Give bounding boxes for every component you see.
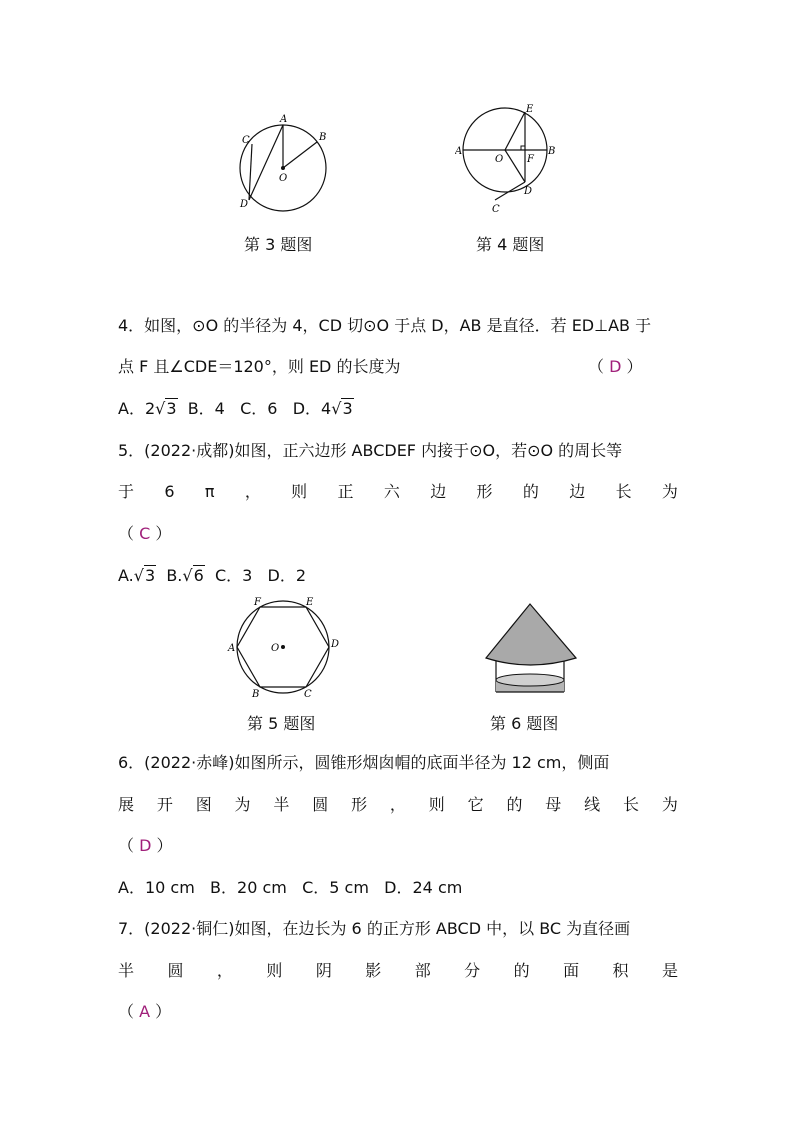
- fig5-label-d: D: [331, 639, 340, 650]
- figure-4-diagram: [455, 100, 565, 220]
- q6-answer-bracket: （ D ）: [118, 836, 173, 855]
- q7-line-2: 半 圆 ， 则 阴 影 部 分 的 面 积 是: [118, 961, 678, 980]
- fig5-label-e: E: [306, 597, 314, 608]
- fig4-label-a: A: [455, 146, 463, 157]
- sqrt-symbol: √3: [331, 399, 353, 418]
- figure-5-diagram: [225, 595, 345, 705]
- fig4-label-c: C: [492, 204, 500, 215]
- figure-3-diagram: [230, 110, 340, 220]
- q5-line-2: 于 6 π ， 则 正 六 边 形 的 边 长 为: [118, 482, 678, 501]
- q5-line-1: 5．(2022·成都)如图，正六边形 ABCDEF 内接于⊙O，若⊙O 的周长等: [118, 441, 623, 460]
- figure-3-caption: 第 3 题图: [244, 235, 313, 254]
- fig5-label-f: F: [254, 597, 261, 608]
- q6-options: A．10 cm B．20 cm C．5 cm D．24 cm: [118, 878, 463, 897]
- fig4-label-e: E: [526, 104, 534, 115]
- q5-options: A.√3 B.√6 C．3 D．2: [118, 566, 307, 585]
- sqrt-symbol: √3: [155, 399, 177, 418]
- q4-answer: D: [609, 357, 622, 376]
- q7-answer-bracket: （ A ）: [118, 1002, 172, 1021]
- q7-line-1: 7．(2022·铜仁)如图，在边长为 6 的正方形 ABCD 中，以 BC 为直径画: [118, 919, 631, 938]
- figure-6-caption: 第 6 题图: [490, 714, 559, 733]
- fig5-label-b: B: [252, 689, 260, 700]
- q4-line-2: [118, 357, 678, 377]
- fig3-label-a: A: [280, 114, 288, 125]
- q4-line-1: 4．如图，⊙O 的半径为 4，CD 切⊙O 于点 D，AB 是直径．若 ED⊥AB 于: [118, 316, 652, 335]
- q5-answer-bracket: （ C ）: [118, 524, 172, 543]
- sqrt-symbol: √3: [133, 566, 156, 585]
- fig3-label-b: B: [319, 132, 327, 143]
- figure-4-caption: 第 4 题图: [476, 235, 545, 254]
- q4-answer-bracket: （ D ）: [588, 357, 643, 376]
- fig4-label-f: F: [527, 154, 534, 165]
- figure-5-caption: 第 5 题图: [247, 714, 316, 733]
- fig3-label-o: O: [279, 173, 288, 184]
- sqrt-symbol: √6: [182, 566, 204, 585]
- q4-options: A．2√3 B．4 C．6 D．4√3: [118, 399, 353, 418]
- fig4-label-d: D: [524, 186, 533, 197]
- fig3-label-c: C: [242, 135, 250, 146]
- q4-stem-end: 点 F 且∠CDE＝120°，则 ED 的长度为: [118, 357, 401, 376]
- q6-line-1: 6．(2022·赤峰)如图所示，圆锥形烟囱帽的底面半径为 12 cm，侧面: [118, 753, 610, 772]
- fig3-label-d: D: [240, 199, 249, 210]
- fig5-label-o: O: [271, 643, 280, 654]
- fig5-label-c: C: [304, 689, 312, 700]
- figure-6-diagram: [482, 600, 582, 700]
- q7-answer: A: [139, 1002, 151, 1021]
- q5-answer: C: [139, 524, 151, 543]
- q6-answer: D: [139, 836, 152, 855]
- fig5-label-a: A: [228, 643, 236, 654]
- fig4-label-o: O: [495, 154, 504, 165]
- q6-line-2: 展 开 图 为 半 圆 形 ， 则 它 的 母 线 长 为: [118, 795, 678, 814]
- fig4-label-b: B: [548, 146, 556, 157]
